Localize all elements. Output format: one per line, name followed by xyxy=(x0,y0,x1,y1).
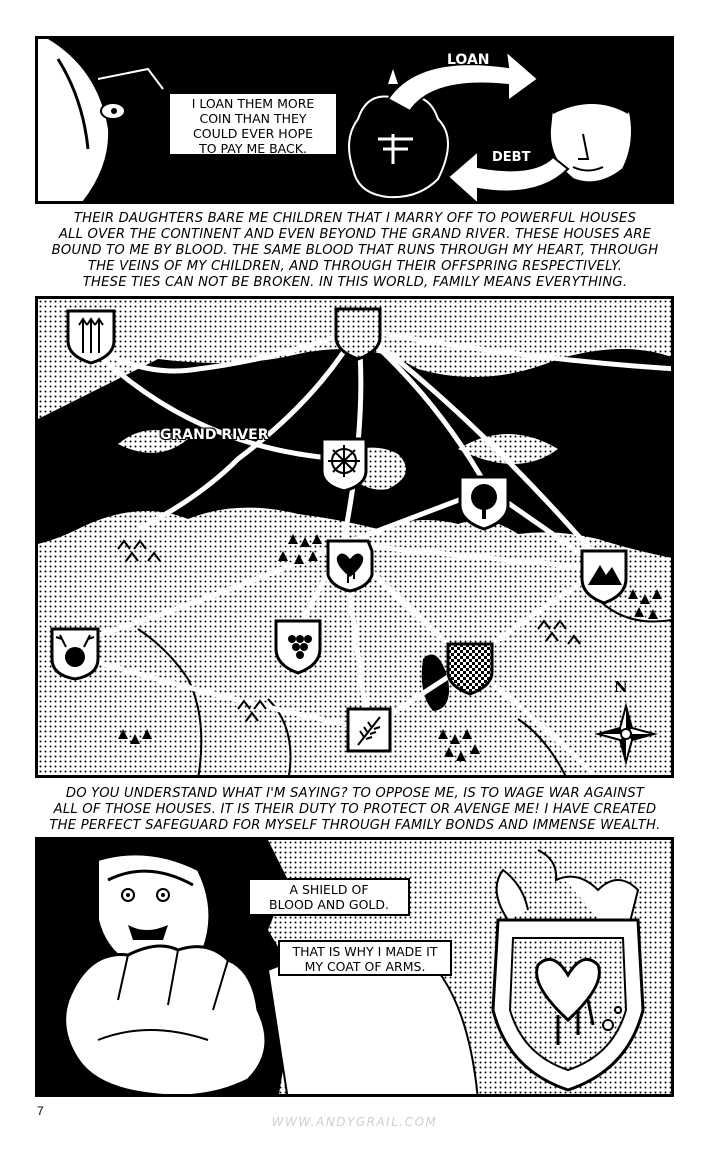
narration-caption-1 xyxy=(40,211,670,291)
panel1-art xyxy=(38,39,674,204)
speech-line: I LOAN THEM MORE xyxy=(191,96,315,111)
speech-bubble-coat-of-arms xyxy=(278,940,452,976)
scales-crest xyxy=(336,309,380,359)
grand-river-label: GRAND RIVER xyxy=(160,427,269,443)
loan-label: LOAN xyxy=(447,52,490,68)
speech-line: TO PAY ME BACK. xyxy=(199,141,307,156)
website-footer: WWW.ANDYGRAIL.COM xyxy=(271,1115,438,1129)
compass-north-label: N xyxy=(614,678,628,696)
bleeding-heart-crest xyxy=(328,541,372,591)
banker-face-illustration xyxy=(38,39,168,204)
mountain-crest xyxy=(582,551,626,603)
caption-line: THEIR DAUGHTERS BARE ME CHILDREN THAT I MARRY OFF TO POWERFUL HOUSES xyxy=(73,211,637,226)
caption-line: THE PERFECT SAFEGUARD FOR MYSELF THROUGH FAMILY BONDS AND IMMENSE WEALTH. xyxy=(49,818,661,833)
panel-map xyxy=(35,296,674,778)
speech-line: BLOOD AND GOLD. xyxy=(269,897,389,912)
caption-line: ALL OVER THE CONTINENT AND EVEN BEYOND THE GRAND RIVER. THESE HOUSES ARE xyxy=(58,227,652,242)
caption-line: THESE TIES CAN NOT BE BROKEN. IN THIS WORLD, FAMILY MEANS EVERYTHING. xyxy=(82,275,628,290)
page-number: 7 xyxy=(37,1104,44,1118)
caption-line: ALL OF THOSE HOUSES. IT IS THEIR DUTY TO PROTECT OR AVENGE ME! I HAVE CREATED xyxy=(53,802,657,817)
panel-loan-debt xyxy=(35,36,674,204)
debt-label: DEBT xyxy=(492,150,531,165)
outstretched-hand xyxy=(65,946,266,1096)
grapes-crest xyxy=(276,621,320,673)
caption-line: THE VEINS OF MY CHILDREN, AND THROUGH THEIR OFFSPRING RESPECTIVELY. xyxy=(87,259,623,274)
speech-line: MY COAT OF ARMS. xyxy=(304,959,426,974)
speech-line: COIN THAN THEY xyxy=(199,111,307,126)
speech-bubble-loan xyxy=(168,92,338,156)
caption-line: BOUND TO ME BY BLOOD. THE SAME BLOOD THAT RUNS THROUGH MY HEART, THROUGH xyxy=(51,243,659,258)
continent-map xyxy=(38,299,674,778)
wheel-crest xyxy=(322,439,366,491)
narration-caption-2 xyxy=(40,786,670,834)
speech-line: A SHIELD OF xyxy=(289,882,369,897)
stag-crest xyxy=(52,629,98,679)
tree-crest xyxy=(460,477,508,529)
speech-bubble-shield xyxy=(248,878,410,916)
caption-line: DO YOU UNDERSTAND WHAT I'M SAYING? TO OPPOSE ME, IS TO WAGE WAR AGAINST xyxy=(65,786,645,801)
speech-line: COULD EVER HOPE xyxy=(193,126,313,141)
checker-crest xyxy=(448,644,492,694)
speech-line: THAT IS WHY I MADE IT xyxy=(292,944,438,959)
wheat-crest xyxy=(348,709,390,751)
arrows-crest xyxy=(68,311,114,363)
